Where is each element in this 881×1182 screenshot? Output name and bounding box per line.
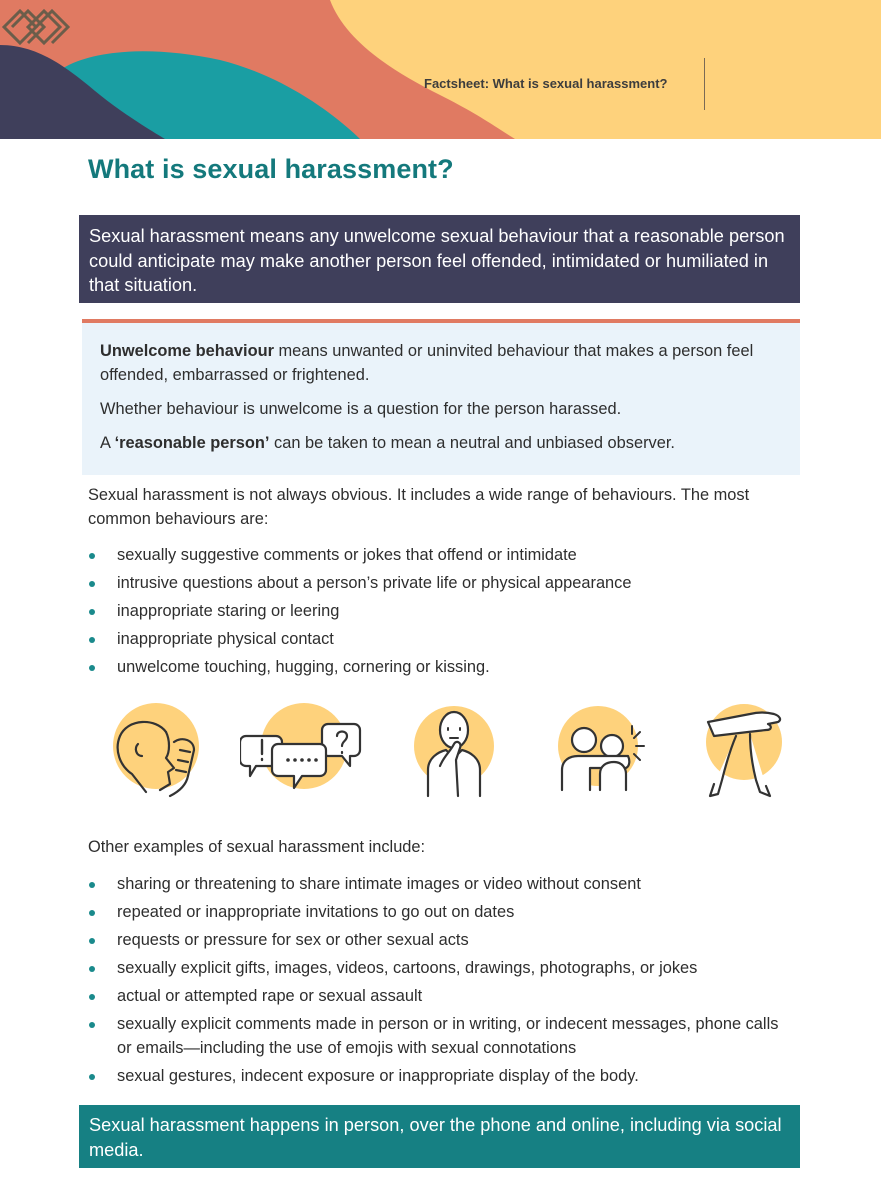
thinking-person-icon xyxy=(410,700,500,800)
reasonable-term: ‘reasonable person’ xyxy=(114,434,270,452)
illustrations-row xyxy=(100,700,790,810)
list-item: repeated or inappropriate invitations to go out on dates xyxy=(88,900,788,924)
unwelcome-text: means unwanted or uninvited behaviour that makes a person feel offended, embarrassed or frightened. xyxy=(100,342,754,384)
definitions-info-box xyxy=(82,319,800,475)
common-behaviours-list xyxy=(88,543,788,683)
unwelcome-term: Unwelcome behaviour xyxy=(100,342,274,360)
factsheet-title: Factsheet: What is sexual harassment? xyxy=(424,76,668,91)
header-banner xyxy=(0,0,881,139)
header-wave-graphic xyxy=(0,0,881,139)
list-item: requests or pressure for sex or other sexual acts xyxy=(88,928,788,952)
definition-box: Sexual harassment means any unwelcome sexual behaviour that a reasonable person could anticipate may make another person feel offended, intimidated or humiliated in that situation. xyxy=(79,215,800,303)
list-item: unwelcome touching, hugging, cornering or kissing. xyxy=(88,655,788,679)
common-intro: Sexual harassment is not always obvious. It includes a wide range of behaviours. The most common behaviours are: xyxy=(88,486,750,528)
reasonable-prefix: A xyxy=(100,434,115,452)
list-item: sexually suggestive comments or jokes that offend or intimidate xyxy=(88,543,788,567)
list-item: sexual gestures, indecent exposure or inappropriate display of the body. xyxy=(88,1064,788,1088)
commission-logo-icon xyxy=(0,0,72,54)
other-intro: Other examples of sexual harassment include: xyxy=(88,838,426,856)
speech-bubbles-icon xyxy=(240,700,364,800)
unwelcome-definition xyxy=(100,339,782,387)
list-item: inappropriate physical contact xyxy=(88,627,788,651)
unwanted-hug-icon xyxy=(550,700,660,800)
reasonable-text: can be taken to mean a neutral and unbiased observer. xyxy=(269,434,675,452)
list-item: sexually explicit gifts, images, videos, cartoons, drawings, photographs, or jokes xyxy=(88,956,788,980)
reasonable-definition xyxy=(100,431,782,455)
list-item: intrusive questions about a person’s private life or physical appearance xyxy=(88,571,788,595)
list-item: inappropriate staring or leering xyxy=(88,599,788,623)
list-item: sharing or threatening to share intimate images or video without consent xyxy=(88,872,788,896)
whisper-icon xyxy=(108,700,208,804)
header-divider xyxy=(704,58,705,110)
whether-text: Whether behaviour is unwelcome is a question for the person harassed. xyxy=(100,400,622,418)
page-title: What is sexual harassment? xyxy=(88,154,454,184)
list-item: actual or attempted rape or sexual assault xyxy=(88,984,788,1008)
grabbing-hand-icon xyxy=(700,700,790,804)
other-examples-list xyxy=(88,872,788,1092)
list-item: sexually explicit comments made in person or in writing, or indecent messages, phone calls or emails—including the use of emojis with sexual connotations xyxy=(88,1012,788,1060)
footer-note-box: Sexual harassment happens in person, over the phone and online, including via social media. xyxy=(79,1105,800,1168)
